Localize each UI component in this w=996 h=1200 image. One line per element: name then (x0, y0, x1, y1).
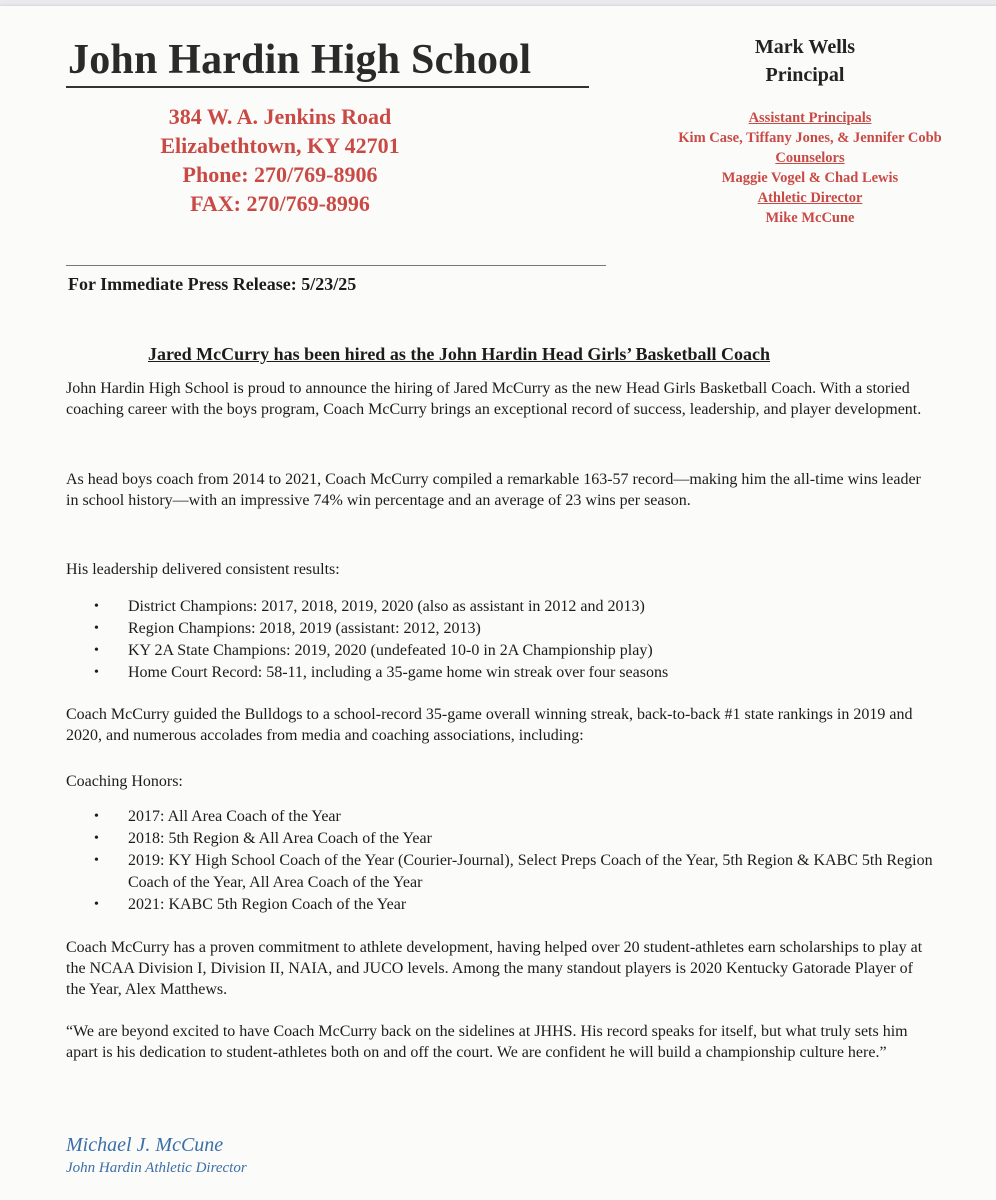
school-name: John Hardin High School (68, 37, 532, 83)
honors-list (66, 806, 946, 916)
development-paragraph (66, 937, 936, 1000)
release-date-label: For Immediate Press Release: 5/23/25 (68, 274, 357, 294)
record-text: As head boys coach from 2014 to 2021, Coach McCurry compiled a remarkable 163-57 record—making him the all-time wins leader in school history—with an impressive 74% win percentage and an average of 23 wins per season. (66, 471, 921, 509)
fax-number: FAX: 270/769-8996 (190, 191, 370, 216)
list-item: • Region Champions: 2018, 2019 (assistant: 2012, 2013) (66, 618, 946, 640)
intro-text: John Hardin High School is proud to announce the hiring of Jared McCurry as the new Head Girls Basketball Coach. With a storied coaching career with the boys program, Coach McCurry brings an exceptional record of success, leadership, and player development. (66, 380, 922, 418)
list-item: • 2021: KABC 5th Region Coach of the Year (66, 894, 946, 916)
athletic-director-name: Mike McCune (765, 210, 855, 226)
principal-title: Principal (765, 64, 845, 86)
assistant-principals-names: Kim Case, Tiffany Jones, & Jennifer Cobb (678, 130, 942, 146)
streak-text: Coach McCurry guided the Bulldogs to a school-record 35-game overall winning streak, back-to-back #1 state rankings in 2019 and 2020, and numerous accolades from media and coaching associations, including: (66, 706, 913, 744)
phone-number: Phone: 270/769-8906 (182, 162, 378, 187)
quote-text: “We are beyond excited to have Coach McCurry back on the sidelines at JHHS. His record speaks for itself, but what truly sets him apart is his dedication to student-athletes both on and off the court. We are confident he will build a championship culture here.” (66, 1023, 908, 1061)
counselors-names: Maggie Vogel & Chad Lewis (721, 170, 899, 186)
results-intro: His leadership delivered consistent results: (66, 561, 340, 578)
quote-paragraph (66, 1021, 936, 1063)
list-item: • 2019: KY High School Coach of the Year (Courier-Journal), Select Preps Coach of the Year, 5th Region & KABC 5th Region Coach of the Year, All Area Coach of the Year (66, 850, 946, 894)
principal-name: Mark Wells (754, 36, 856, 58)
intro-paragraph (66, 378, 936, 420)
signature-title: John Hardin Athletic Director (66, 1160, 247, 1176)
counselors-heading: Counselors (775, 150, 845, 166)
development-text: Coach McCurry has a proven commitment to athlete development, having helped over 20 student-athletes earn scholarships to play at the NCAA Division I, Division II, NAIA, and JUCO levels. Among the many standout players is 2020 Kentucky Gatorade Player of the Year, Alex Matthews. (66, 939, 923, 998)
results-list (66, 596, 946, 684)
athletic-director-heading: Athletic Director (757, 190, 863, 206)
address-line-1: 384 W. A. Jenkins Road (168, 104, 392, 129)
title-underline (66, 86, 589, 88)
list-item: • KY 2A State Champions: 2019, 2020 (undefeated 10-0 in 2A Championship play) (66, 640, 946, 662)
streak-paragraph (66, 704, 936, 746)
honors-intro: Coaching Honors: (66, 773, 183, 790)
list-item: • District Champions: 2017, 2018, 2019, 2020 (also as assistant in 2012 and 2013) (66, 596, 946, 618)
assistant-principals-heading: Assistant Principals (748, 110, 872, 126)
press-release-page (0, 6, 996, 1200)
release-divider (66, 265, 606, 266)
list-item: • 2017: All Area Coach of the Year (66, 806, 946, 828)
list-item: • 2018: 5th Region & All Area Coach of the Year (66, 828, 946, 850)
headline: Jared McCurry has been hired as the John Hardin Head Girls’ Basketball Coach (148, 344, 771, 364)
list-item: • Home Court Record: 58-11, including a 35-game home win streak over four seasons (66, 662, 946, 684)
signature-name: Michael J. McCune (66, 1134, 224, 1156)
address-line-2: Elizabethtown, KY 42701 (160, 133, 400, 158)
record-paragraph (66, 469, 936, 511)
